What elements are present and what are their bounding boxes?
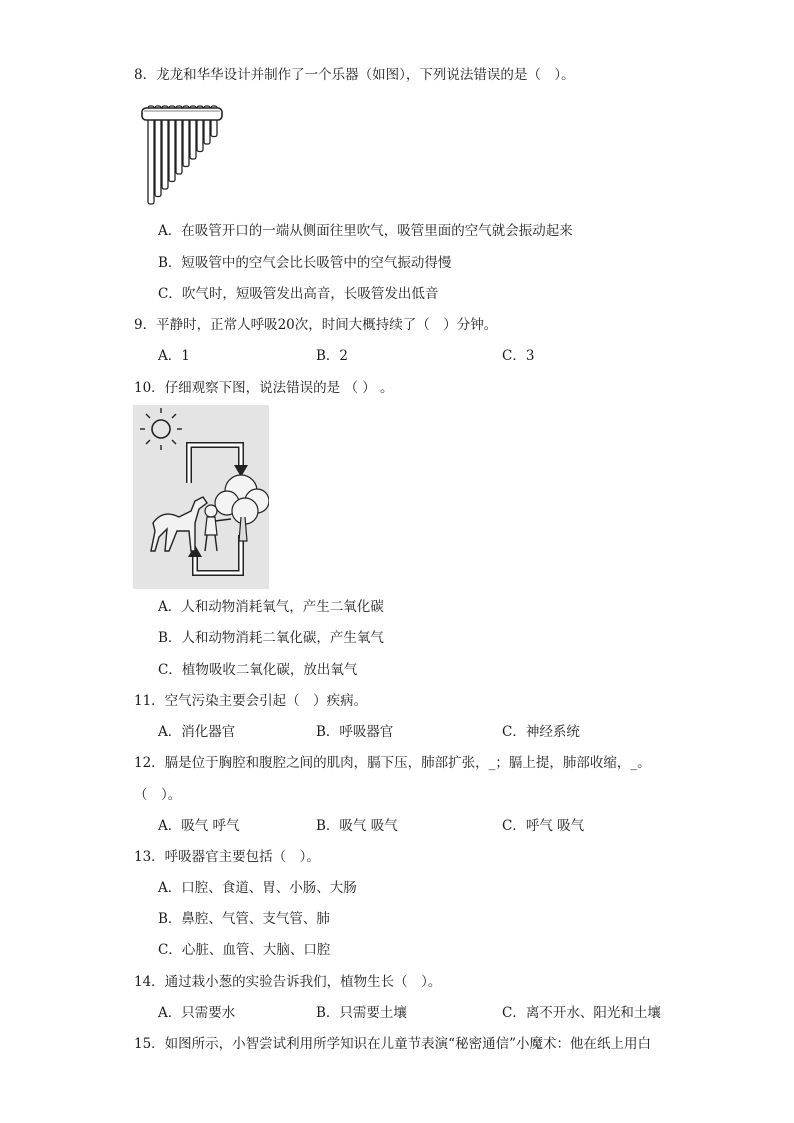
q13-stem: 13．呼吸器官主要包括（ ）。 (134, 849, 320, 865)
q11-option-b: B．呼吸器官 (316, 724, 394, 740)
q9-stem: 9．平静时，正常人呼吸20次，时间大概持续了（ ）分钟。 (134, 317, 498, 333)
q11-option-c: C．神经系统 (502, 724, 580, 740)
q8-stem: 8．龙龙和华华设计并制作了一个乐器（如图），下列说法错误的是（ ）。 (134, 67, 575, 83)
q10-option-c: C．植物吸收二氧化碳，放出氧气 (158, 662, 358, 678)
q12-stem: 12．膈是位于胸腔和腹腔之间的肌肉，膈下压，肺部扩张，_；膈上提，肺部收缩，_。 (134, 755, 651, 771)
q8-option-b: B．短吸管中的空气会比长吸管中的空气振动得慢 (158, 255, 452, 271)
q13-option-b: B．鼻腔、气管、支气管、肺 (158, 911, 330, 927)
q14-stem: 14．通过栽小葱的实验告诉我们，植物生长（ ）。 (134, 974, 442, 990)
q9-option-b: B．2 (316, 348, 349, 364)
q11-option-a: A．消化器官 (158, 724, 236, 740)
q14-option-b: B．只需要土壤 (316, 1005, 407, 1021)
q14-option-a: A．只需要水 (158, 1005, 236, 1021)
q10-stem: 10．仔细观察下图，说法错误的是 （ ） 。 (134, 380, 394, 396)
q12-option-a: A．吸气 呼气 (158, 818, 240, 834)
q12-stem-continued: （ ）。 (134, 787, 182, 803)
q13-option-a: A．口腔、食道、胃、小肠、大肠 (158, 880, 357, 896)
pan-flute-figure (138, 98, 230, 210)
q8-option-a: A．在吸管开口的一端从侧面往里吹气，吸管里面的空气就会振动起来 (158, 223, 573, 239)
oxygen-cycle-figure (133, 405, 269, 589)
q10-option-b: B．人和动物消耗二氧化碳，产生氧气 (158, 630, 384, 646)
q11-stem: 11．空气污染主要会引起（ ）疾病。 (134, 693, 368, 709)
q15-stem: 15．如图所示，小智尝试利用所学知识在儿童节表演“秘密通信”小魔术：他在纸上用白 (134, 1036, 651, 1052)
q9-option-a: A．1 (158, 348, 190, 364)
q10-option-a: A．人和动物消耗氧气，产生二氧化碳 (158, 599, 384, 615)
q13-option-c: C．心脏、血管、大脑、口腔 (158, 942, 331, 958)
q8-option-c: C．吹气时，短吸管发出高音，长吸管发出低音 (158, 286, 439, 302)
q9-option-c: C．3 (502, 348, 535, 364)
q12-option-b: B．吸气 吸气 (316, 818, 398, 834)
q14-option-c: C．离不开水、阳光和土壤 (502, 1005, 661, 1021)
q12-option-c: C．呼气 吸气 (502, 818, 585, 834)
